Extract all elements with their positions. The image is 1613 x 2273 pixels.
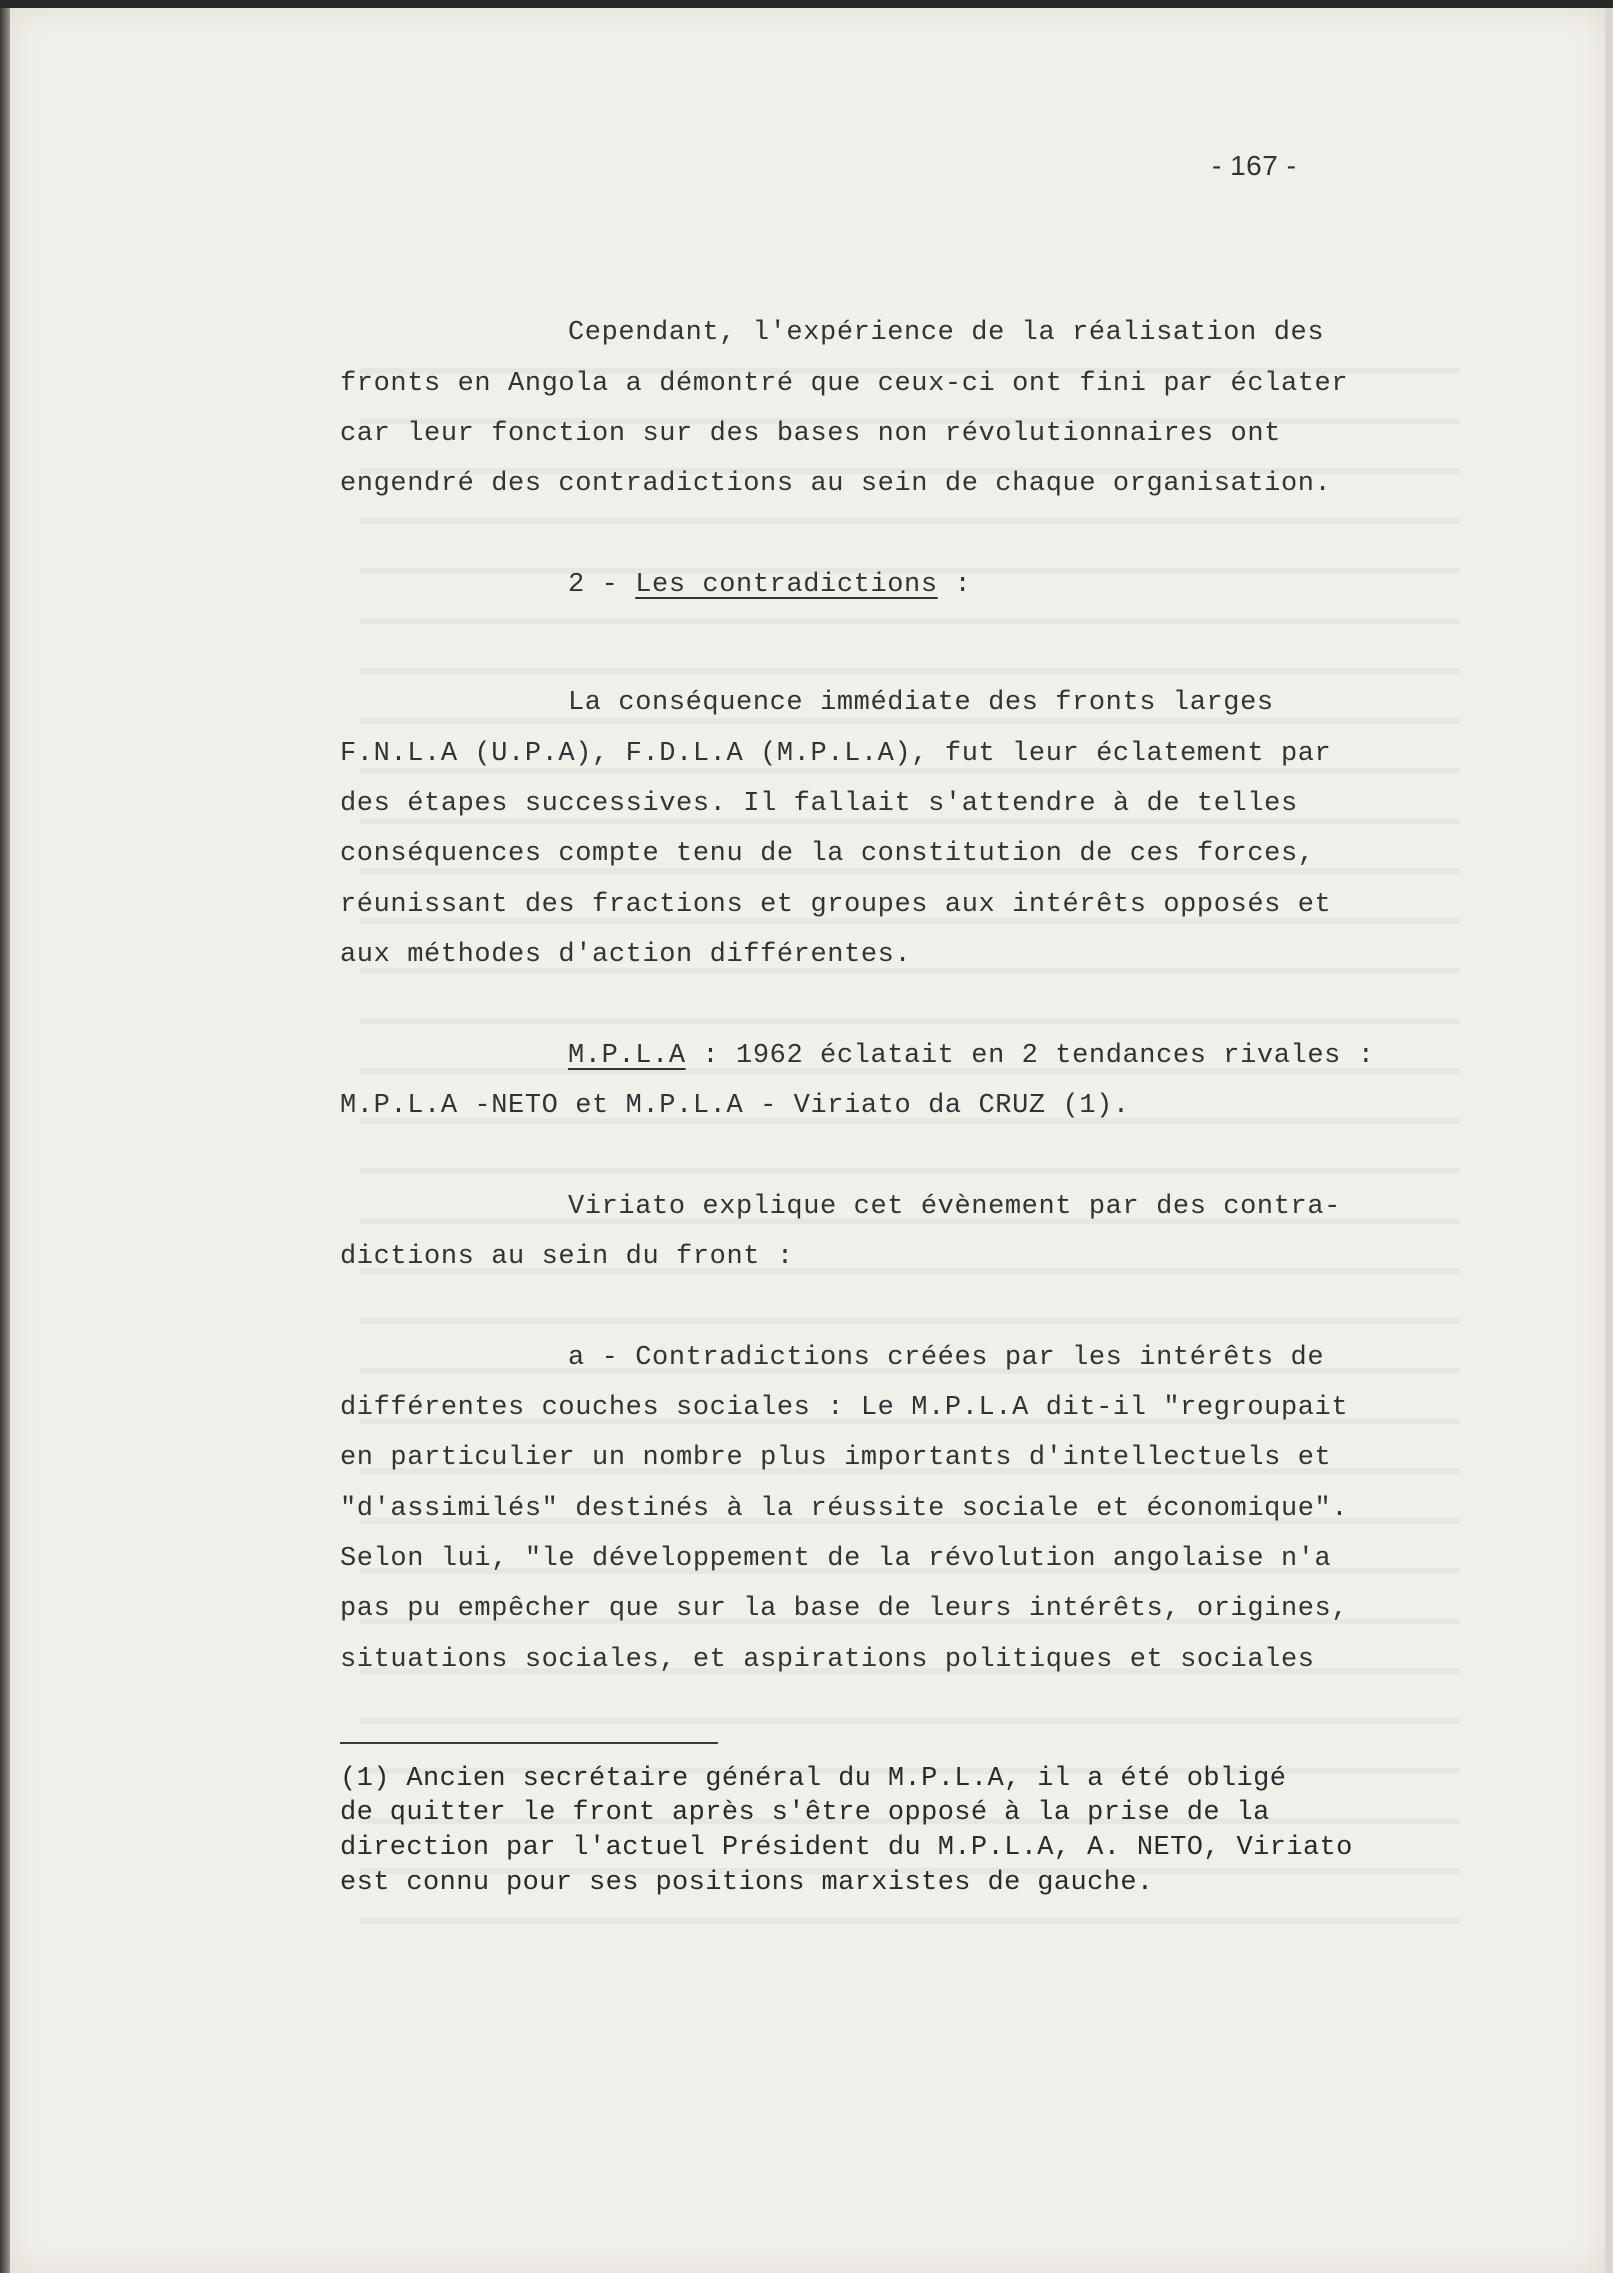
paragraph-4-line-2: dictions au sein du front : bbox=[340, 1242, 794, 1272]
paragraph-3-line-1-rest: : 1962 éclatait en 2 tendances rivales : bbox=[685, 1041, 1375, 1071]
footnote-line-2: de quitter le front après s'être opposé à la prise de la bbox=[340, 1798, 1270, 1828]
footnote-separator bbox=[340, 1742, 718, 1744]
footnote-line-1: (1) Ancien secrétaire général du M.P.L.A, il a été obligé bbox=[340, 1764, 1287, 1794]
paragraph-5-line-7: situations sociales, et aspirations politiques et sociales bbox=[340, 1645, 1315, 1675]
scan-top-edge bbox=[0, 0, 1613, 8]
paragraph-2-line-2: F.N.L.A (U.P.A), F.D.L.A (M.P.L.A), fut leur éclatement par bbox=[340, 739, 1332, 769]
paragraph-5-line-2: différentes couches sociales : Le M.P.L.A dit-il "regroupait bbox=[340, 1393, 1349, 1423]
paragraph-1-line-2: fronts en Angola a démontré que ceux-ci ont fini par éclater bbox=[340, 369, 1349, 399]
paragraph-3-line-1 bbox=[568, 1041, 1375, 1071]
section-number: 2 - bbox=[568, 570, 636, 600]
paragraph-2-line-6: aux méthodes d'action différentes. bbox=[340, 940, 912, 970]
paragraph-2-line-4: conséquences compte tenu de la constitution de ces forces, bbox=[340, 839, 1315, 869]
paragraph-3-line-2: M.P.L.A -NETO et M.P.L.A - Viriato da CRUZ (1). bbox=[340, 1091, 1130, 1121]
paragraph-5-line-1: a - Contradictions créées par les intérêts de bbox=[568, 1343, 1325, 1373]
paragraph-5-line-6: pas pu empêcher que sur la base de leurs intérêts, origines, bbox=[340, 1594, 1349, 1624]
paragraph-5-line-5: Selon lui, "le développement de la révolution angolaise n'a bbox=[340, 1544, 1332, 1574]
mpla-label: M.P.L.A bbox=[568, 1041, 686, 1071]
paragraph-1-line-1: Cependant, l'expérience de la réalisation des bbox=[568, 318, 1325, 348]
page-number: - 167 - bbox=[1212, 150, 1297, 181]
section-heading bbox=[568, 570, 971, 600]
paragraph-5-line-3: en particulier un nombre plus importants d'intellectuels et bbox=[340, 1443, 1332, 1473]
footnote-line-3: direction par l'actuel Président du M.P.L.A, A. NETO, Viriato bbox=[340, 1833, 1353, 1863]
paragraph-1-line-4: engendré des contradictions au sein de chaque organisation. bbox=[340, 469, 1332, 499]
section-title: Les contradictions bbox=[635, 570, 938, 600]
paragraph-2-line-3: des étapes successives. Il fallait s'attendre à de telles bbox=[340, 789, 1298, 819]
section-suffix: : bbox=[937, 570, 972, 600]
scan-left-edge bbox=[0, 0, 10, 2273]
footnote-line-4: est connu pour ses positions marxistes de gauche. bbox=[340, 1868, 1154, 1898]
paragraph-1-line-3: car leur fonction sur des bases non révolutionnaires ont bbox=[340, 419, 1281, 449]
paragraph-2-line-5: réunissant des fractions et groupes aux intérêts opposés et bbox=[340, 890, 1332, 920]
paragraph-2-line-1: La conséquence immédiate des fronts larges bbox=[568, 688, 1274, 718]
paragraph-4-line-1: Viriato explique cet évènement par des contra- bbox=[568, 1192, 1341, 1222]
paragraph-5-line-4: "d'assimilés" destinés à la réussite sociale et économique". bbox=[340, 1494, 1349, 1524]
